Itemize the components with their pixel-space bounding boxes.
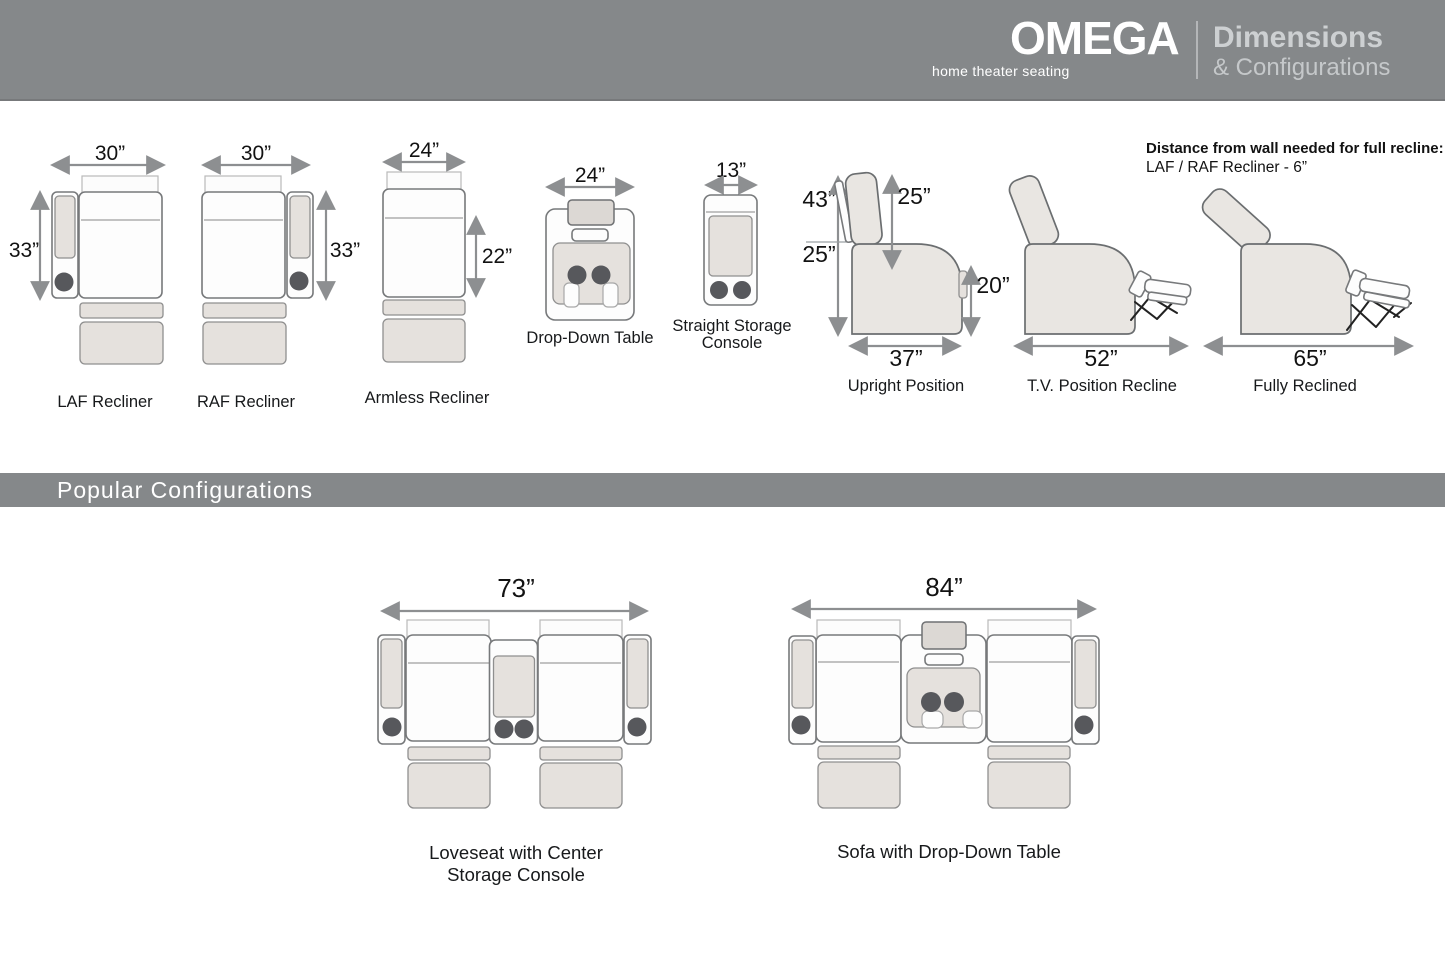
- footrest-bar: [818, 746, 900, 759]
- console-width-dim: 13”: [715, 159, 747, 182]
- loveseat-configuration: [378, 573, 651, 885]
- laf-label: LAF Recliner: [57, 393, 153, 411]
- table-width-dim: 24”: [574, 164, 606, 187]
- footrest: [540, 763, 622, 808]
- chair-body: [1025, 244, 1135, 334]
- armrest-pad: [1075, 640, 1096, 708]
- storage-console-diagram: [672, 159, 791, 352]
- table-headrest-tab: [568, 200, 614, 225]
- cup-holder-icon: [592, 266, 611, 285]
- armless-depth-dim: 22”: [481, 245, 513, 268]
- chair-body: [1241, 244, 1351, 334]
- seat: [202, 192, 285, 298]
- table-handle: [572, 229, 608, 241]
- seat: [383, 189, 465, 297]
- cup-holder-icon: [944, 692, 964, 712]
- sofa-configuration: [789, 572, 1099, 862]
- cup-holder-icon: [290, 272, 309, 291]
- seat: [816, 635, 901, 742]
- cup-holder-icon: [733, 281, 751, 299]
- footrest-bar: [80, 303, 163, 318]
- backrest-pillow: [845, 172, 883, 247]
- laf-recliner-diagram: [9, 142, 163, 411]
- wall-note-line1: Distance from wall needed for full recline:: [1146, 140, 1444, 157]
- armrest-pad: [290, 196, 310, 258]
- armrest-pad: [55, 196, 75, 258]
- full-depth-dim: 65”: [1293, 345, 1327, 371]
- loveseat-label-line1: Loveseat with Center: [429, 842, 603, 863]
- table-leg-notch: [963, 711, 982, 728]
- brand-logo: OMEGA: [1010, 12, 1179, 64]
- cup-holder-icon: [628, 718, 647, 737]
- footrest: [818, 762, 900, 808]
- footrest: [383, 319, 465, 362]
- armrest-pad: [381, 639, 402, 708]
- cup-holder-icon: [383, 718, 402, 737]
- section-title: Popular Configurations: [57, 477, 313, 503]
- section-band: [0, 473, 1445, 507]
- upright-total-height-dim: 43”: [802, 186, 836, 212]
- cup-holder-icon: [568, 266, 587, 285]
- footrest: [203, 322, 286, 364]
- header-title-line1: Dimensions: [1213, 21, 1384, 54]
- footrest: [988, 762, 1070, 808]
- laf-depth-dim: 33”: [8, 239, 40, 262]
- header-divider: [1196, 21, 1198, 79]
- table-label: Drop-Down Table: [526, 329, 654, 347]
- sofa-label: Sofa with Drop-Down Table: [837, 841, 1061, 862]
- seat: [538, 635, 623, 741]
- footrest: [80, 322, 163, 364]
- raf-depth-dim: 33”: [329, 239, 361, 262]
- drop-down-table-diagram: [526, 164, 653, 347]
- full-label: Fully Reclined: [1253, 377, 1357, 395]
- footrest: [408, 763, 490, 808]
- table-handle: [925, 654, 963, 665]
- console-label-line1: Straight Storage: [672, 317, 792, 335]
- raf-label: RAF Recliner: [196, 393, 296, 411]
- tv-position-diagram: [1007, 173, 1192, 395]
- upright-position-diagram: [802, 172, 1009, 395]
- unit-dimensions-diagram: [0, 101, 1445, 473]
- table-leg-notch: [603, 283, 618, 307]
- cup-holder-icon: [55, 273, 74, 292]
- brand-tagline: home theater seating: [932, 63, 1070, 79]
- console-lid: [494, 656, 535, 717]
- upright-depth-dim: 37”: [889, 345, 923, 371]
- laf-width-dim: 30”: [94, 142, 126, 165]
- upright-label: Upright Position: [847, 377, 965, 395]
- configurations-diagram: [0, 507, 1445, 979]
- seat: [406, 635, 491, 741]
- upright-back-to-seat-dim: 25”: [897, 183, 931, 209]
- header-title-line2: & Configurations: [1213, 54, 1391, 81]
- footrest-bar: [988, 746, 1070, 759]
- armless-width-dim: 24”: [408, 139, 440, 162]
- cup-holder-icon: [710, 281, 728, 299]
- seat: [987, 635, 1072, 742]
- table-leg-notch: [564, 283, 579, 307]
- console-label-line2: Console: [701, 334, 763, 352]
- cup-holder-icon: [921, 692, 941, 712]
- fully-reclined-diagram: [1198, 185, 1411, 395]
- armrest-pad: [627, 639, 648, 708]
- header: [0, 0, 1445, 101]
- wall-note-line2: LAF / RAF Recliner - 6”: [1146, 159, 1308, 176]
- footrest-bar: [383, 300, 465, 315]
- cup-holder-icon: [792, 716, 811, 735]
- table-leg-notch: [922, 711, 943, 728]
- upright-back-panel-dim: 20”: [976, 272, 1010, 298]
- console-lid: [709, 216, 752, 276]
- tv-label: T.V. Position Recline: [1027, 377, 1177, 395]
- tv-depth-dim: 52”: [1084, 345, 1118, 371]
- upright-seat-height-dim: 25”: [802, 241, 836, 267]
- raf-recliner-diagram: [197, 142, 360, 411]
- table-headrest-tab: [922, 622, 966, 649]
- cup-holder-icon: [495, 720, 514, 739]
- backrest-pillow: [1007, 173, 1062, 251]
- chair-body: [852, 244, 962, 334]
- raf-width-dim: 30”: [240, 142, 272, 165]
- cup-holder-icon: [515, 720, 534, 739]
- loveseat-label-line2: Storage Console: [447, 864, 585, 885]
- footrest-bar: [203, 303, 286, 318]
- loveseat-width-dim: 73”: [497, 573, 535, 603]
- sofa-width-dim: 84”: [925, 572, 963, 602]
- armrest-pad: [792, 640, 813, 708]
- footrest-bar: [408, 747, 490, 760]
- armless-label: Armless Recliner: [364, 389, 490, 407]
- recline-lever: [959, 271, 967, 298]
- cup-holder-icon: [1075, 716, 1094, 735]
- seat: [79, 192, 162, 298]
- armless-recliner-diagram: [365, 139, 513, 407]
- footrest-bar: [540, 747, 622, 760]
